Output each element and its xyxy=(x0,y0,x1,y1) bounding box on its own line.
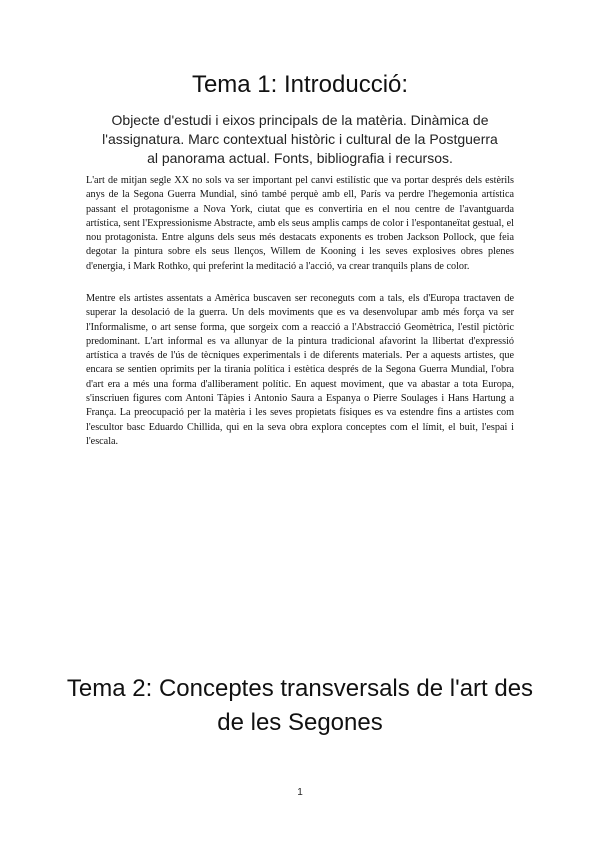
topic-1-title: Tema 1: Introducció: xyxy=(191,71,409,98)
topic-1-subtitle: Objecte d'estudi i eixos principals de la matèria. Dinàmica de l'assignatura. Marc contextual històric i cultural de la Postguerra al panorama actual. Fonts, bibliografia i recursos. xyxy=(102,112,498,166)
topic-1-paragraph-2: Mentre els artistes assentats a Amèrica buscaven ser reconeguts com a tals, els d'Europa tractaven de superar la desolació de la guerra. Un dels moviments que es va desenvolupar amb més força va ser l'Informalisme, o art sense forma, que sorgeix com a reacció a l'Abstracció Geomètrica, l'estil pictòric predominant. L'art informal es va allunyar de la pintura tradicional afavorint la llibertat d'expressió artística a través de l'ús de tècniques experimentals i de diferents materials. Per a aquests artistes, que encara se sentien oprimits per la tirania política i estètica després de la Segona Guerra Mundial, l'obra d'art era a més una forma d'alliberament polític. En aquest moviment, que va abastar a tota Europa, s'inscriuen figures com Antoni Tàpies i Antonio Saura a Espanya o Pierre Soulages i Hans Hartung a França. La preocupació per la matèria i les seves propietats físiques es va estendre fins a artistes com l'escultor basc Eduardo Chillida, qui en la seva obra explora conceptes com el límit, el buit, l'espai i l'escala. xyxy=(86,293,514,447)
topic-2-title: Tema 2: Conceptes transversals de l'art des de les Segones xyxy=(66,675,534,736)
topic-1-paragraph-1: L'art de mitjan segle XX no sols va ser important pel canvi estilístic que va portar després dels estèrils anys de la Segona Guerra Mundial, sinó també perquè amb ell, París va perdre l'hegemonia artística passant el protagonisme a Nova York, ciutat que es convertiria en el nou centre de l'avantguarda artística, sent l'Expressionisme Abstracte, amb els seus amplis camps de color i l'espontaneïtat gestual, el nou protagonista. Entre alguns dels seus més destacats exponents es troben Jackson Pollock, que feia degotar la pintura sobre els seus llenços, Willem de Kooning i les seves explosives obres plenes d'energia, i Mark Rothko, qui preferint la meditació a l'acció, va crear tranquils plans de color. xyxy=(86,175,514,272)
page-number: 1 xyxy=(297,787,303,798)
